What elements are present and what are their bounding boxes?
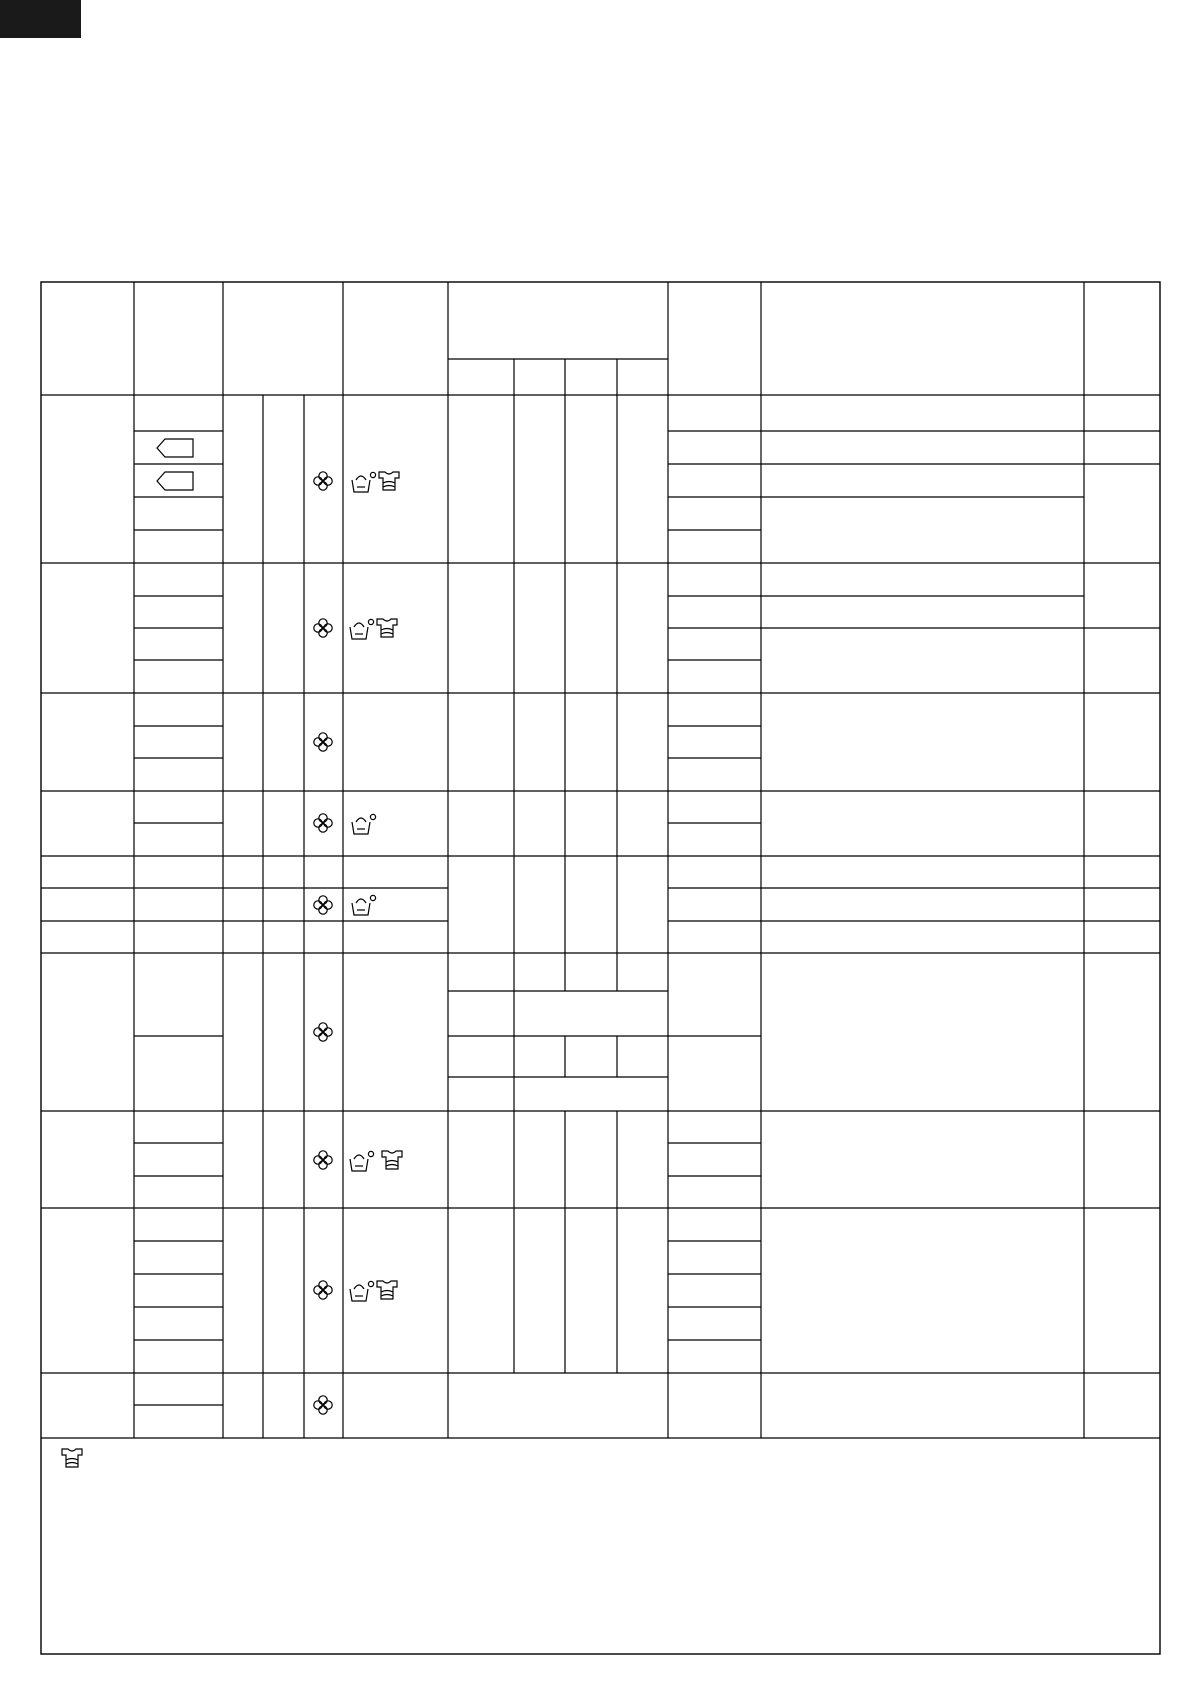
garment-softener-icon bbox=[62, 1449, 82, 1467]
garment-softener-icon bbox=[377, 1281, 397, 1299]
fan-icon bbox=[314, 814, 332, 832]
label-tag-icon bbox=[157, 472, 193, 490]
fan-icon bbox=[314, 896, 332, 914]
table-frame bbox=[41, 282, 1160, 1654]
fan-icon bbox=[314, 1023, 332, 1041]
detergent-drawer-icon bbox=[352, 895, 376, 915]
detergent-drawer-icon bbox=[350, 1281, 374, 1301]
fan-icon bbox=[314, 472, 332, 490]
detergent-drawer-icon bbox=[352, 814, 376, 834]
detergent-drawer-icon bbox=[350, 619, 374, 639]
fan-icon bbox=[314, 1151, 332, 1169]
garment-softener-icon bbox=[377, 619, 397, 637]
merged-cell-mask bbox=[449, 1374, 667, 1437]
fan-icon bbox=[314, 619, 332, 637]
fan-icon bbox=[314, 1281, 332, 1299]
label-tag-icon bbox=[157, 439, 193, 457]
garment-softener-icon bbox=[382, 1151, 402, 1169]
fan-icon bbox=[314, 1396, 332, 1414]
group-1-subrows bbox=[134, 431, 1160, 530]
garment-softener-icon bbox=[379, 472, 399, 490]
detergent-drawer-icon bbox=[350, 1151, 374, 1171]
body-column-dividers bbox=[134, 395, 1084, 1438]
detergent-drawer-icon bbox=[352, 472, 376, 492]
group-2-subrows bbox=[134, 596, 1160, 660]
fan-icon bbox=[314, 733, 332, 751]
header-column-dividers bbox=[134, 282, 1084, 395]
